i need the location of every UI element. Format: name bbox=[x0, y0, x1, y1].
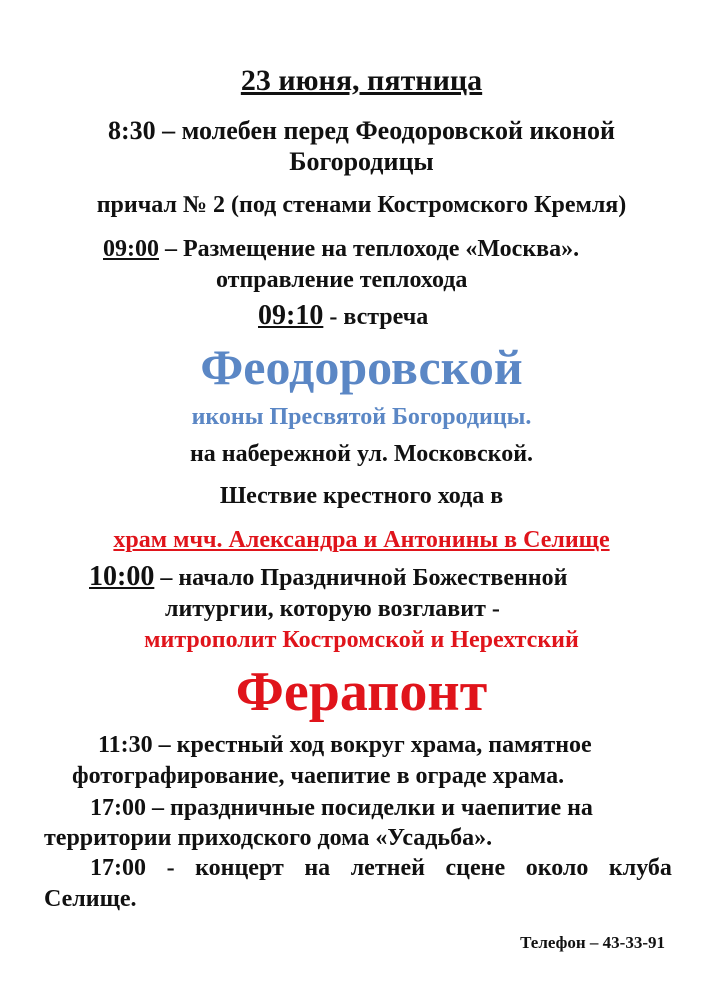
event-1700a-line-1: 17:00 – праздничные посиделки и чаепитие на bbox=[90, 795, 593, 821]
phone-number: Телефон – 43-33-91 bbox=[520, 933, 665, 952]
departure-text: отправление теплохода bbox=[216, 267, 468, 293]
boarding-line bbox=[103, 237, 579, 261]
pier-location: причал № 2 (под стенами Костромского Кремля) bbox=[96, 192, 627, 218]
icon-name-large: Феодоровской bbox=[200, 339, 523, 395]
time-1000: 10:00 bbox=[89, 561, 155, 592]
liturgy-line-2: литургии, которую возглавит - bbox=[165, 596, 500, 622]
word: - bbox=[166, 855, 175, 881]
moleben-line-1: 8:30 – молебен перед Феодоровской иконой bbox=[108, 116, 615, 145]
temple-name: храм мчч. Александра и Антонины в Селище bbox=[113, 527, 610, 553]
boarding-text: – Размещение на теплоходе «Москва». bbox=[159, 236, 580, 262]
embankment-text: на набережной ул. Московской. bbox=[189, 441, 534, 467]
meeting-line bbox=[258, 302, 428, 330]
liturgy-text-1: – начало Праздничной Божественной bbox=[154, 565, 568, 591]
word: концерт bbox=[195, 855, 284, 881]
word: клуба bbox=[608, 855, 672, 881]
icon-name-rest: иконы Пресвятой Богородицы. bbox=[191, 404, 532, 430]
word: на bbox=[304, 855, 331, 881]
event-1700b-line-2: Селище. bbox=[44, 886, 137, 912]
meeting-text: - встреча bbox=[323, 304, 429, 330]
event-1700a-line-2: территории приходского дома «Усадьба». bbox=[44, 825, 493, 851]
date-heading: 23 июня, пятница bbox=[240, 64, 483, 97]
metropolitan-name: Ферапонт bbox=[235, 661, 488, 723]
word: сцене bbox=[445, 855, 506, 881]
moleben-line-2: Богородицы bbox=[289, 147, 434, 176]
word: летней bbox=[350, 855, 425, 881]
event-1130-line-1: 11:30 – крестный ход вокруг храма, памятное bbox=[98, 732, 592, 758]
word: 17:00 bbox=[90, 855, 146, 881]
event-1700b-line-1 bbox=[90, 856, 672, 880]
metropolitan-title: митрополит Костромской и Нерехтский bbox=[144, 627, 579, 653]
time-0910: 09:10 bbox=[258, 300, 324, 331]
time-0900: 09:00 bbox=[103, 236, 159, 262]
liturgy-line-1 bbox=[89, 563, 567, 591]
event-1130-line-2: фотографирование, чаепитие в ограде храма. bbox=[72, 763, 565, 789]
procession-text: Шествие крестного хода в bbox=[219, 483, 504, 509]
word: около bbox=[525, 855, 589, 881]
